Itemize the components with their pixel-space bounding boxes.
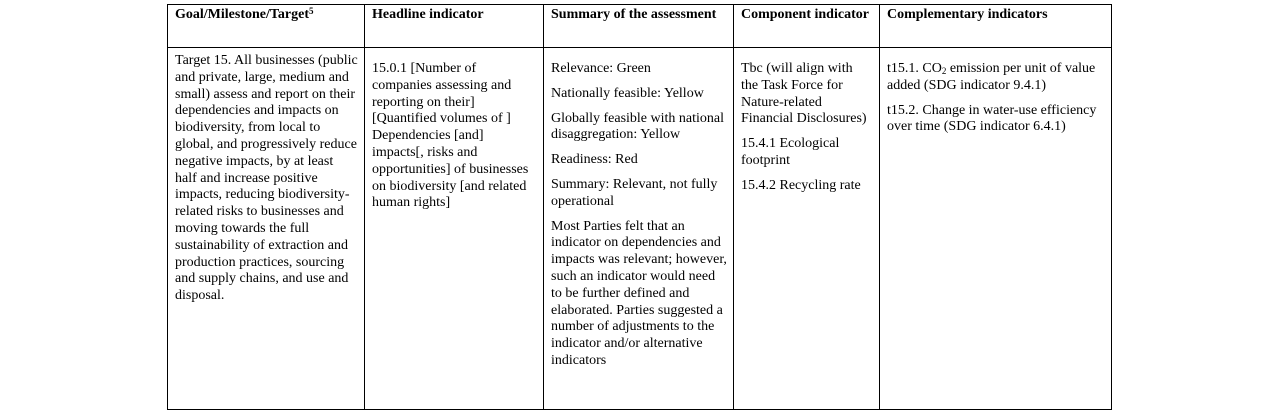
headline-indicator-text: 15.0.1 [Number of companies assessing and reporting on their][Quantified volumes of ] Dependencies [and] impacts[, risks and opportunities] of businesses on biodiversity [and related human rights]: [372, 61, 529, 211]
summary-overall: Summary: Relevant, not fully operational: [551, 176, 718, 209]
header-summary: Summary of the assessment: [544, 5, 734, 48]
header-complementary-indicators: Complementary indicators: [880, 5, 1112, 48]
header-headline-indicator: Headline indicator: [365, 5, 544, 48]
cell-component-indicator: [734, 48, 880, 410]
component-tbc: Tbc (will align with the Task Force for Nature-related Financial Disclosures): [741, 61, 867, 127]
assessment-table: [167, 4, 1112, 410]
summary-parties-comment: Most Parties felt that an indicator on dependencies and impacts was relevant; however, such an indicator would need to be further defined and elaborated. Parties suggested a number of adjustments to the indicator and/or alternative indicators: [551, 218, 727, 368]
table-row: [168, 48, 1112, 410]
cell-headline-indicator: [365, 48, 544, 410]
summary-national-feasibility: Nationally feasible: Yellow: [551, 85, 704, 101]
summary-readiness: Readiness: Red: [551, 152, 638, 168]
header-goal: [168, 5, 365, 48]
header-component-indicator: Component indicator: [734, 5, 880, 48]
co2-prefix: t15.1. CO: [887, 61, 942, 76]
footnote-marker: 5: [309, 6, 314, 16]
co2-suffix: emission per unit of value added (SDG indicator 9.4.1): [887, 61, 1096, 93]
summary-global-feasibility: Globally feasible with national disaggregation: Yellow: [551, 110, 725, 143]
summary-relevance: Relevance: Green: [551, 61, 651, 76]
table-header-row: [168, 5, 1112, 48]
complementary-co2-emission: [887, 61, 1105, 95]
co2-subscript: 2: [941, 66, 947, 76]
complementary-water-use: t15.2. Change in water-use efficiency over time (SDG indicator 6.4.1): [887, 102, 1097, 135]
component-ecological-footprint: 15.4.1 Ecological footprint: [741, 136, 840, 168]
cell-target: [168, 48, 365, 410]
component-recycling-rate: 15.4.2 Recycling rate: [741, 177, 861, 193]
header-goal-label: Goal/Milestone/Target: [175, 7, 310, 22]
cell-complementary-indicators: [880, 48, 1112, 410]
cell-summary: [544, 48, 734, 410]
target-text: Target 15. All businesses (public and private, large, medium and small) assess and report on their dependencies and impacts on biodiversity, from local to global, and progressively reduce negative impacts, by at least half and increase positive impacts, reducing biodiversity-related risks to businesses and moving towards the full sustainability of extraction and production practices, sourcing and supply chains, and use and disposal.: [175, 53, 358, 304]
